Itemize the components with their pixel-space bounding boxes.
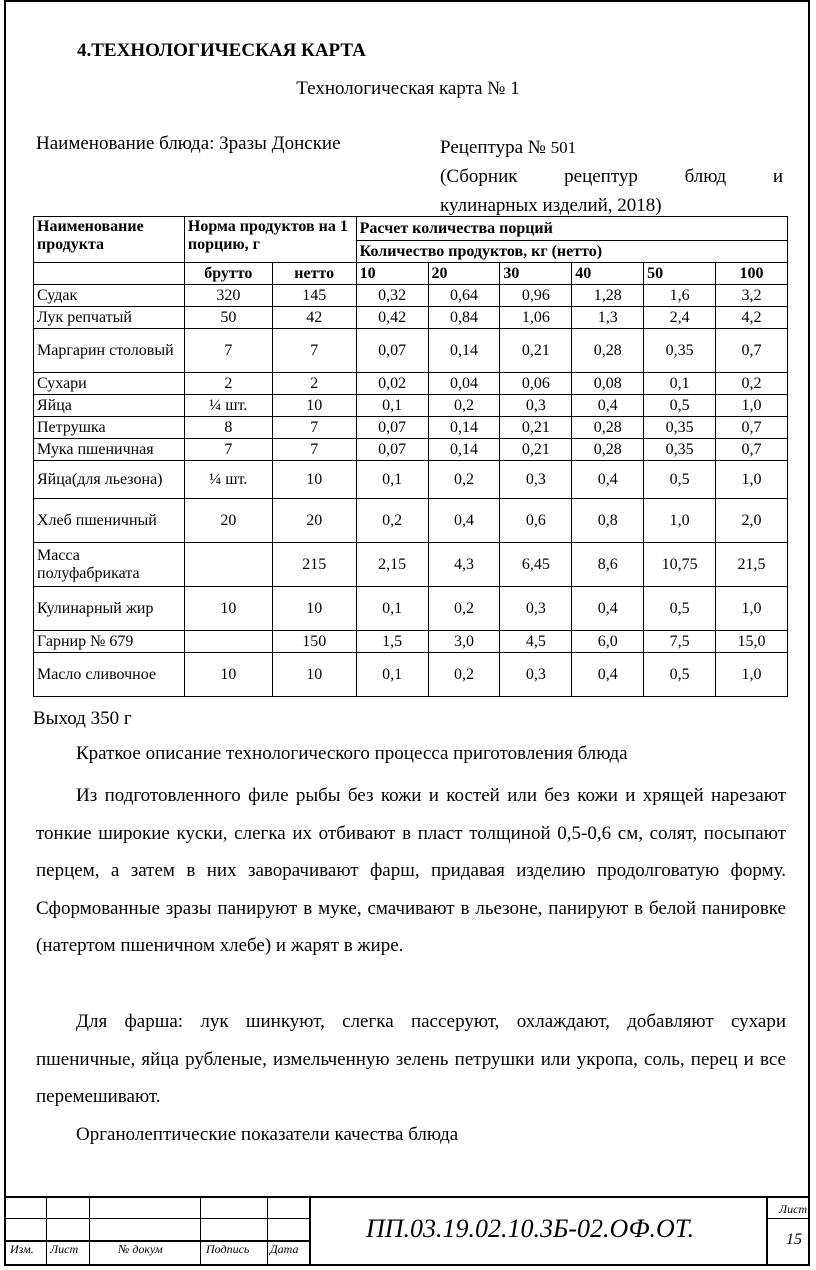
stamp-row-line	[4, 1218, 309, 1219]
product-name-cell: Яйца(для льезона)	[34, 461, 185, 499]
stamp-col-line	[267, 1196, 268, 1266]
header-row-subcols	[34, 263, 788, 285]
stamp-label-doc: № докум	[118, 1242, 163, 1256]
stamp-label-list: Лист	[50, 1242, 79, 1256]
recipe-number-line	[440, 133, 783, 162]
portion-value-cell: 0,2	[356, 499, 428, 543]
portion-value-cell: 0,5	[644, 587, 716, 631]
portion-value-cell: 0,1	[356, 587, 428, 631]
portion-value-cell: 2,4	[644, 307, 716, 329]
recipe-info	[440, 133, 783, 220]
portion-value-cell: 4,2	[716, 307, 788, 329]
portion-value-cell: 0,21	[500, 329, 572, 373]
portion-value-cell: 1,0	[716, 395, 788, 417]
portion-value-cell: 0,3	[500, 653, 572, 697]
stamp-sheet-line	[766, 1218, 810, 1219]
portion-value-cell: 1,0	[644, 499, 716, 543]
portion-value-cell: 7,5	[644, 631, 716, 653]
paragraph-2-text: Для фарша: лук шинкуют, слегка пассеруют, охлаждают, добавляют сухари пшеничные, яйца рубленые, измельченную зелень петрушки или укропа, соль, перец и все перемешивают.	[36, 1011, 786, 1107]
stamp-label-date: Дата	[270, 1242, 299, 1256]
portion-value-cell: 0,07	[356, 439, 428, 461]
table-row	[34, 653, 788, 697]
table-row	[34, 417, 788, 439]
portion-value-cell: 1,0	[716, 653, 788, 697]
netto-cell: 150	[272, 631, 356, 653]
dish-name: Наименование блюда: Зразы Донские	[36, 133, 341, 154]
portion-value-cell: 0,4	[572, 587, 644, 631]
portion-value-cell: 0,35	[644, 329, 716, 373]
portion-value-cell: 0,2	[428, 587, 500, 631]
stamp-label-izm: Изм.	[10, 1242, 34, 1256]
product-name-cell: Мука пшеничная	[34, 439, 185, 461]
table-row	[34, 631, 788, 653]
portion-value-cell: 0,3	[500, 461, 572, 499]
table-row	[34, 587, 788, 631]
product-name-cell: Масло сливочное	[34, 653, 185, 697]
portion-value-cell: 2,0	[716, 499, 788, 543]
header-brutto: брутто	[184, 263, 272, 285]
header-portion: 20	[428, 263, 500, 285]
portion-value-cell: 0,7	[716, 417, 788, 439]
netto-cell: 215	[272, 543, 356, 587]
netto-cell: 10	[272, 587, 356, 631]
portion-value-cell: 0,14	[428, 439, 500, 461]
brutto-cell: ¼ шт.	[184, 461, 272, 499]
stamp-top-border	[4, 1196, 810, 1198]
portion-value-cell: 1,5	[356, 631, 428, 653]
portion-value-cell: 1,06	[500, 307, 572, 329]
header-empty-cell	[34, 263, 185, 285]
portion-value-cell: 0,28	[572, 417, 644, 439]
netto-cell: 145	[272, 285, 356, 307]
header-qty: Количество продуктов, кг (нетто)	[356, 241, 787, 263]
table-row	[34, 329, 788, 373]
product-name-cell: Лук репчатый	[34, 307, 185, 329]
portion-value-cell: 21,5	[716, 543, 788, 587]
portion-value-cell: 0,42	[356, 307, 428, 329]
portion-value-cell: 0,7	[716, 439, 788, 461]
portion-value-cell: 0,21	[500, 417, 572, 439]
portion-value-cell: 8,6	[572, 543, 644, 587]
header-portion: 100	[716, 263, 788, 285]
table-row	[34, 285, 788, 307]
portion-value-cell: 0,2	[716, 373, 788, 395]
header-portion: 40	[572, 263, 644, 285]
netto-cell: 7	[272, 329, 356, 373]
portion-value-cell: 3,2	[716, 285, 788, 307]
paragraph-1-text: Из подготовленного филе рыбы без кожи и костей или без кожи и хрящей нарезают тонкие широкие куски, слегка их отбивают в пласт толщиной 0,5-0,6 см, солят, посыпают перцем, а затем в них заворачивают фарш, придавая изделию продолговатую форму. Сформованные зразы панируют в муке, смачивают в льезоне, панируют в белой панировке (натертом пшеничном хлебе) и жарят в жире.	[36, 785, 786, 956]
portion-value-cell: 0,14	[428, 417, 500, 439]
portion-value-cell: 15,0	[716, 631, 788, 653]
portion-value-cell: 0,5	[644, 461, 716, 499]
product-name-cell: Яйца	[34, 395, 185, 417]
product-name-cell: Гарнир № 679	[34, 631, 185, 653]
stamp-col-line	[309, 1196, 311, 1266]
header-norm: Норма продуктов на 1 порцию, г	[184, 217, 356, 263]
sheet-label: Лист	[779, 1202, 808, 1216]
portion-value-cell: 6,0	[572, 631, 644, 653]
recipe-source-line1: (Сборник рецептур блюд и	[440, 166, 783, 187]
portion-value-cell: 0,3	[500, 587, 572, 631]
recipe-source-line2: кулинарных изделий, 2018)	[440, 195, 662, 216]
brutto-cell: 10	[184, 587, 272, 631]
portion-value-cell: 0,4	[572, 653, 644, 697]
portion-value-cell: 1,28	[572, 285, 644, 307]
recipe-label: Рецептура №	[440, 137, 546, 158]
portion-value-cell: 0,4	[572, 395, 644, 417]
brutto-cell: 7	[184, 329, 272, 373]
header-product: Наименование продукта	[34, 217, 185, 263]
portion-value-cell: 0,1	[356, 461, 428, 499]
portion-value-cell: 0,2	[428, 461, 500, 499]
card-title: Технологическая карта № 1	[296, 78, 520, 99]
brutto-cell: 20	[184, 499, 272, 543]
description-heading: Краткое описание технологического процесса приготовления блюда	[76, 743, 628, 764]
portion-value-cell: 0,7	[716, 329, 788, 373]
netto-cell: 42	[272, 307, 356, 329]
portion-value-cell: 0,14	[428, 329, 500, 373]
portion-value-cell: 0,3	[500, 395, 572, 417]
quality-heading: Органолептические показатели качества блюда	[76, 1124, 459, 1145]
brutto-cell: 7	[184, 439, 272, 461]
title-block-stamp	[4, 1196, 810, 1266]
table-row	[34, 395, 788, 417]
header-portion: 10	[356, 263, 428, 285]
portion-value-cell: 0,28	[572, 329, 644, 373]
portion-value-cell: 0,2	[428, 653, 500, 697]
portion-value-cell: 0,4	[428, 499, 500, 543]
header-netto: нетто	[272, 263, 356, 285]
product-name-cell: Кулинарный жир	[34, 587, 185, 631]
portion-value-cell: 0,04	[428, 373, 500, 395]
product-name-cell: Петрушка	[34, 417, 185, 439]
netto-cell: 10	[272, 461, 356, 499]
portion-value-cell: 3,0	[428, 631, 500, 653]
header-calc: Расчет количества порций	[356, 217, 787, 241]
table-row	[34, 461, 788, 499]
table-row	[34, 439, 788, 461]
portion-value-cell: 6,45	[500, 543, 572, 587]
brutto-cell: 320	[184, 285, 272, 307]
portion-value-cell: 0,6	[500, 499, 572, 543]
portion-value-cell: 0,1	[356, 395, 428, 417]
portion-value-cell: 2,15	[356, 543, 428, 587]
portion-value-cell: 1,0	[716, 587, 788, 631]
stamp-col-line	[89, 1196, 90, 1266]
section-title: 4.ТЕХНОЛОГИЧЕСКАЯ КАРТА	[77, 40, 366, 61]
stamp-col-line	[46, 1196, 47, 1266]
sheet-number: 15	[786, 1231, 802, 1248]
brutto-cell: 50	[184, 307, 272, 329]
stamp-col-line	[766, 1196, 768, 1266]
brutto-cell: 8	[184, 417, 272, 439]
brutto-cell: ¼ шт.	[184, 395, 272, 417]
portion-value-cell: 1,0	[716, 461, 788, 499]
portion-value-cell: 0,84	[428, 307, 500, 329]
portion-value-cell: 0,4	[572, 461, 644, 499]
brutto-cell: 10	[184, 653, 272, 697]
portion-value-cell: 0,64	[428, 285, 500, 307]
paragraph-2	[36, 1003, 786, 1116]
portion-value-cell: 0,1	[644, 373, 716, 395]
product-name-cell: Маргарин столовый	[34, 329, 185, 373]
table-row	[34, 373, 788, 395]
stamp-label-sign: Подпись	[206, 1242, 250, 1256]
product-name-cell: Масса полуфабриката	[34, 543, 185, 587]
product-name-cell: Судак	[34, 285, 185, 307]
recipe-number: 501	[550, 138, 577, 157]
netto-cell: 7	[272, 439, 356, 461]
portion-value-cell: 0,35	[644, 417, 716, 439]
netto-cell: 10	[272, 395, 356, 417]
portion-value-cell: 0,2	[428, 395, 500, 417]
tech-card-table	[33, 216, 788, 697]
header-portion: 50	[644, 263, 716, 285]
portion-value-cell: 4,3	[428, 543, 500, 587]
stamp-col-line	[200, 1196, 201, 1266]
paragraph-1	[36, 777, 786, 965]
netto-cell: 7	[272, 417, 356, 439]
product-name-cell: Сухари	[34, 373, 185, 395]
netto-cell: 2	[272, 373, 356, 395]
netto-cell: 20	[272, 499, 356, 543]
table-row	[34, 307, 788, 329]
portion-value-cell: 0,32	[356, 285, 428, 307]
brutto-cell	[184, 543, 272, 587]
brutto-cell	[184, 631, 272, 653]
document-code: ПП.03.19.02.10.3Б-02.ОФ.ОТ.	[366, 1214, 695, 1243]
header-portion: 30	[500, 263, 572, 285]
portion-value-cell: 0,5	[644, 395, 716, 417]
brutto-cell: 2	[184, 373, 272, 395]
portion-value-cell: 10,75	[644, 543, 716, 587]
table-row	[34, 499, 788, 543]
portion-value-cell: 0,08	[572, 373, 644, 395]
table-row	[34, 543, 788, 587]
portion-value-cell: 0,35	[644, 439, 716, 461]
product-name-cell: Хлеб пшеничный	[34, 499, 185, 543]
portion-value-cell: 0,07	[356, 329, 428, 373]
portion-value-cell: 0,21	[500, 439, 572, 461]
portion-value-cell: 4,5	[500, 631, 572, 653]
portion-value-cell: 0,96	[500, 285, 572, 307]
portion-value-cell: 1,6	[644, 285, 716, 307]
portion-value-cell: 0,28	[572, 439, 644, 461]
output-yield: Выход 350 г	[33, 708, 132, 729]
portion-value-cell: 0,1	[356, 653, 428, 697]
portion-value-cell: 0,02	[356, 373, 428, 395]
portion-value-cell: 0,07	[356, 417, 428, 439]
portion-value-cell: 0,06	[500, 373, 572, 395]
portion-value-cell: 1,3	[572, 307, 644, 329]
portion-value-cell: 0,5	[644, 653, 716, 697]
netto-cell: 10	[272, 653, 356, 697]
portion-value-cell: 0,8	[572, 499, 644, 543]
